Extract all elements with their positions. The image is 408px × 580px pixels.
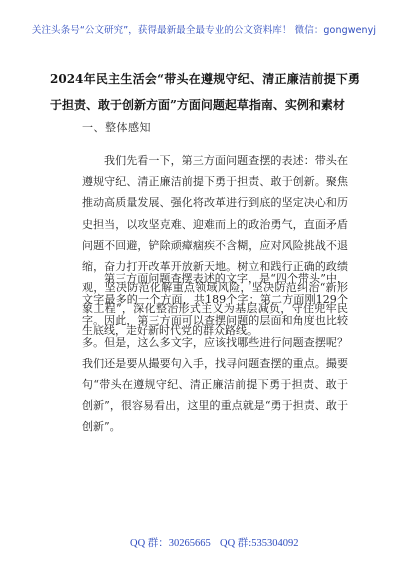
- footer-qq-group-left: QQ 群：30265665: [130, 538, 211, 549]
- footer-qq-group-right: QQ 群:535304092: [220, 538, 299, 549]
- header-banner: 关注头条号“公文研究”，获得最新最全最专业的公文资料库！ 微信：gongwenyj: [31, 25, 377, 36]
- body-paragraph-1: 我们先看一下，第三方面问题查摆的表述：带头在遵规守纪、清正廉洁前提下勇于担责、敢于创新。聚焦推动高质量发展、强化将改革进行到底的坚定决心和历史担当，以攻坚克难、迎难而上的政治勇气，直面矛盾问题不回避，铲除顽瘴痼疾不含糊，应对风险挑战不退缩，奋力打开改革开放新天地。树立和践行正确的政绩观，坚决防范化解重点领域风险，坚决防范纠治“新形象工程”，深化整治形式主义为基层减负，守住兜牢民生底线，走好新时代党的群众路线。: [82, 154, 348, 337]
- body-paragraph-2: 第三方面问题查摆表述的文字，是“四个带头”中，文字最多的一个方面，共189个字；第二方面刚129个字。因此，第三方面可以查摆问题的层面和角度也比较多。但是，这么多文字，应该找哪些进行问题查摆呢？我们还是要从撮要句入手，找寻问题查摆的重点。撮要句“带头在遵规守纪、清正廉洁前提下勇于担责、敢于创新”，很容易看出，这里的重点就是“勇于担责、敢于创新”。: [82, 272, 348, 434]
- section-heading: 一、整体感知: [82, 121, 151, 134]
- document-title: 2024年民主生活会“带头在遵规守纪、清正廉洁前提下勇于担责、敢于创新方面”方面问题起草指南、实例和素材: [50, 72, 360, 112]
